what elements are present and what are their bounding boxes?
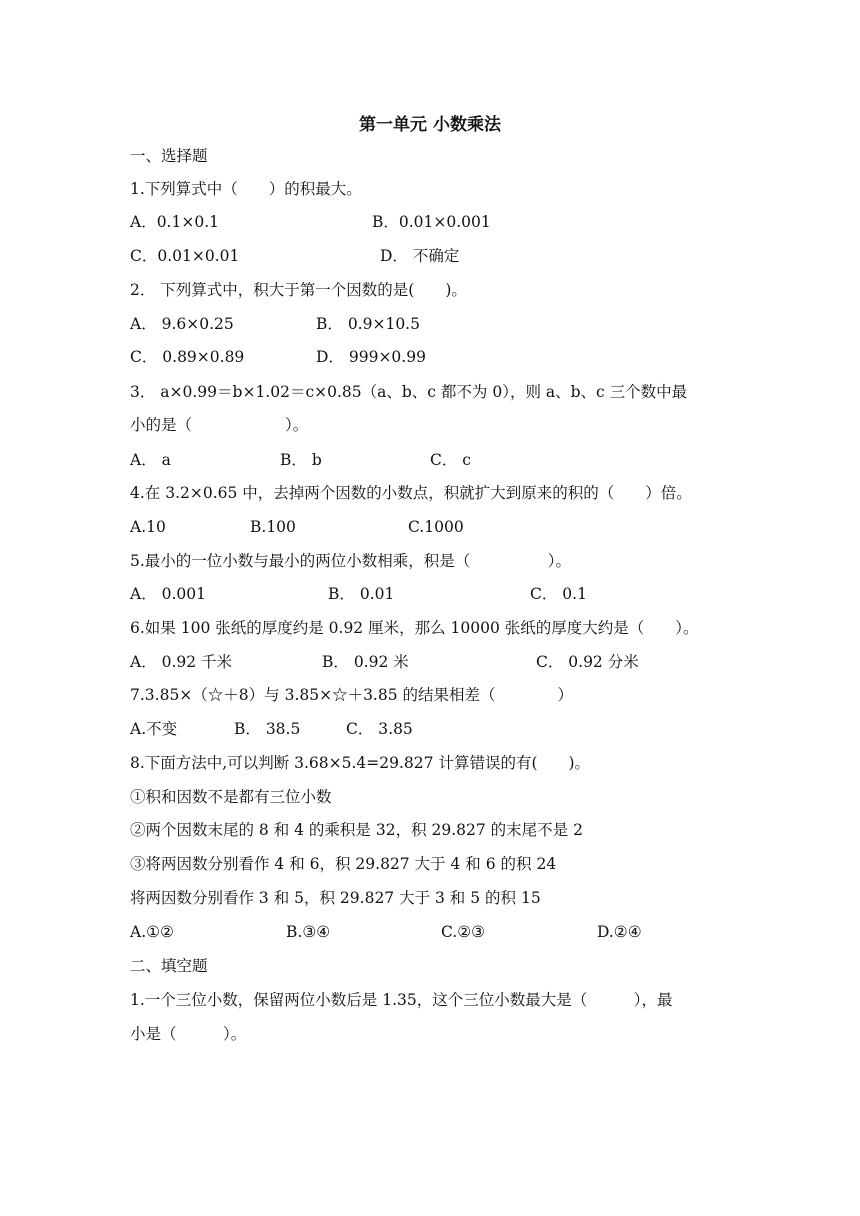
question-8-option-b: B.③④ [286, 923, 331, 941]
section-heading-fill: 二、填空题 [130, 957, 208, 975]
question-7-option-b: B． 38.5 [234, 720, 301, 738]
question-4-option-a: A.10 [130, 518, 166, 536]
question-3-option-a: A． a [130, 451, 171, 469]
page-title: 第一单元 小数乘法 [359, 115, 501, 135]
question-8-statement-2: ②两个因数末尾的 8 和 4 的乘积是 32，积 29.827 的末尾不是 2 [130, 821, 583, 839]
question-4-stem: 4.在 3.2×0.65 中，去掉两个因数的小数点，积就扩大到原来的积的（ ）倍。 [130, 484, 692, 502]
fill-question-1-line-1: 1.一个三位小数，保留两位小数后是 1.35，这个三位小数最大是（ ），最 [130, 991, 673, 1009]
question-1-option-b: B．0.01×0.001 [372, 213, 491, 231]
question-8-stem: 8.下面方法中,可以判断 3.68×5.4=29.827 计算错误的有( )。 [130, 754, 591, 772]
question-4-option-c: C.1000 [408, 518, 464, 536]
question-6-stem: 6.如果 100 张纸的厚度约是 0.92 厘米，那么 10000 张纸的厚度大约是（ ）。 [130, 619, 699, 637]
question-1-stem: 1.下列算式中（ ）的积最大。 [130, 180, 362, 198]
question-8-option-c: C.②③ [441, 923, 486, 941]
fill-question-1-line-2: 小是（ ）。 [130, 1025, 247, 1043]
question-2-stem: 2． 下列算式中，积大于第一个因数的是( )。 [130, 281, 467, 299]
question-6-option-a: A． 0.92 千米 [130, 653, 233, 671]
question-7-option-c: C． 3.85 [346, 720, 413, 738]
question-2-option-b: B． 0.9×10.5 [316, 315, 420, 333]
question-5-option-b: B． 0.01 [328, 585, 395, 603]
question-7-option-a: A.不变 [130, 720, 178, 738]
section-heading-choice: 一、选择题 [130, 147, 208, 165]
question-1-option-a: A．0.1×0.1 [130, 213, 219, 231]
question-5-option-a: A． 0.001 [130, 585, 206, 603]
question-8-statement-4: 将两因数分别看作 3 和 5，积 29.827 大于 3 和 5 的积 15 [130, 889, 541, 907]
question-4-option-b: B.100 [250, 518, 296, 536]
question-8-statement-1: ①积和因数不是都有三位小数 [130, 788, 332, 806]
question-1-option-c: C．0.01×0.01 [130, 247, 240, 265]
question-3-stem-line-1: 3． a×0.99＝b×1.02＝c×0.85（a、b、c 都不为 0），则 a、b、c 三个数中最 [130, 383, 688, 401]
question-3-stem-line-2: 小的是（ ）。 [130, 416, 309, 434]
question-6-option-b: B． 0.92 米 [322, 653, 409, 671]
question-8-option-a: A.①② [130, 923, 174, 941]
question-8-option-d: D.②④ [597, 923, 642, 941]
question-1-option-d: D． 不确定 [380, 247, 460, 265]
question-7-stem: 7.3.85×（☆＋8）与 3.85×☆＋3.85 的结果相差（ ） [130, 686, 574, 704]
question-3-option-b: B． b [280, 451, 322, 469]
question-3-option-c: C． c [430, 451, 471, 469]
question-5-stem: 5.最小的一位小数与最小的两位小数相乘，积是（ ）。 [130, 552, 572, 570]
question-5-option-c: C． 0.1 [530, 585, 587, 603]
question-2-option-c: C． 0.89×0.89 [130, 348, 245, 366]
question-2-option-d: D． 999×0.99 [316, 348, 426, 366]
question-2-option-a: A． 9.6×0.25 [130, 315, 234, 333]
question-6-option-c: C． 0.92 分米 [536, 653, 639, 671]
question-8-statement-3: ③将两因数分别看作 4 和 6，积 29.827 大于 4 和 6 的积 24 [130, 855, 557, 873]
